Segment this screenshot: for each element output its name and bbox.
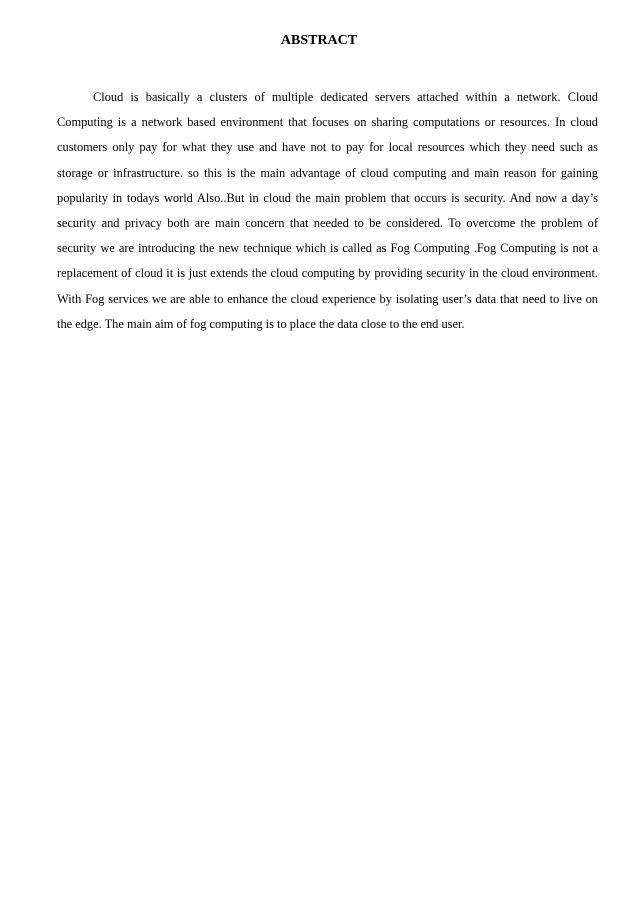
abstract-paragraph: Cloud is basically a clusters of multiple dedicated servers attached within a network. Cloud Computing is a network based environment that focuses on sharing computations or resources. In cloud customers only pay for what they use and have not to pay for local resources which they need such as storage or infrastructure. so this is the main advantage of cloud computing and main reason for gaining popularity in todays world Also..But in cloud the main problem that occurs is security. And now a day’s security and privacy both are main concern that needed to be considered. To overcome the problem of security we are introducing the new technique which is called as Fog Computing .Fog Computing is not a replacement of cloud it is just extends the cloud computing by providing security in the cloud environment. With Fog services we are able to enhance the cloud experience by isolating user’s data that need to live on the edge. The main aim of fog computing is to place the data close to the end user. [57, 90, 598, 331]
page-title: ABSTRACT [280, 33, 358, 48]
